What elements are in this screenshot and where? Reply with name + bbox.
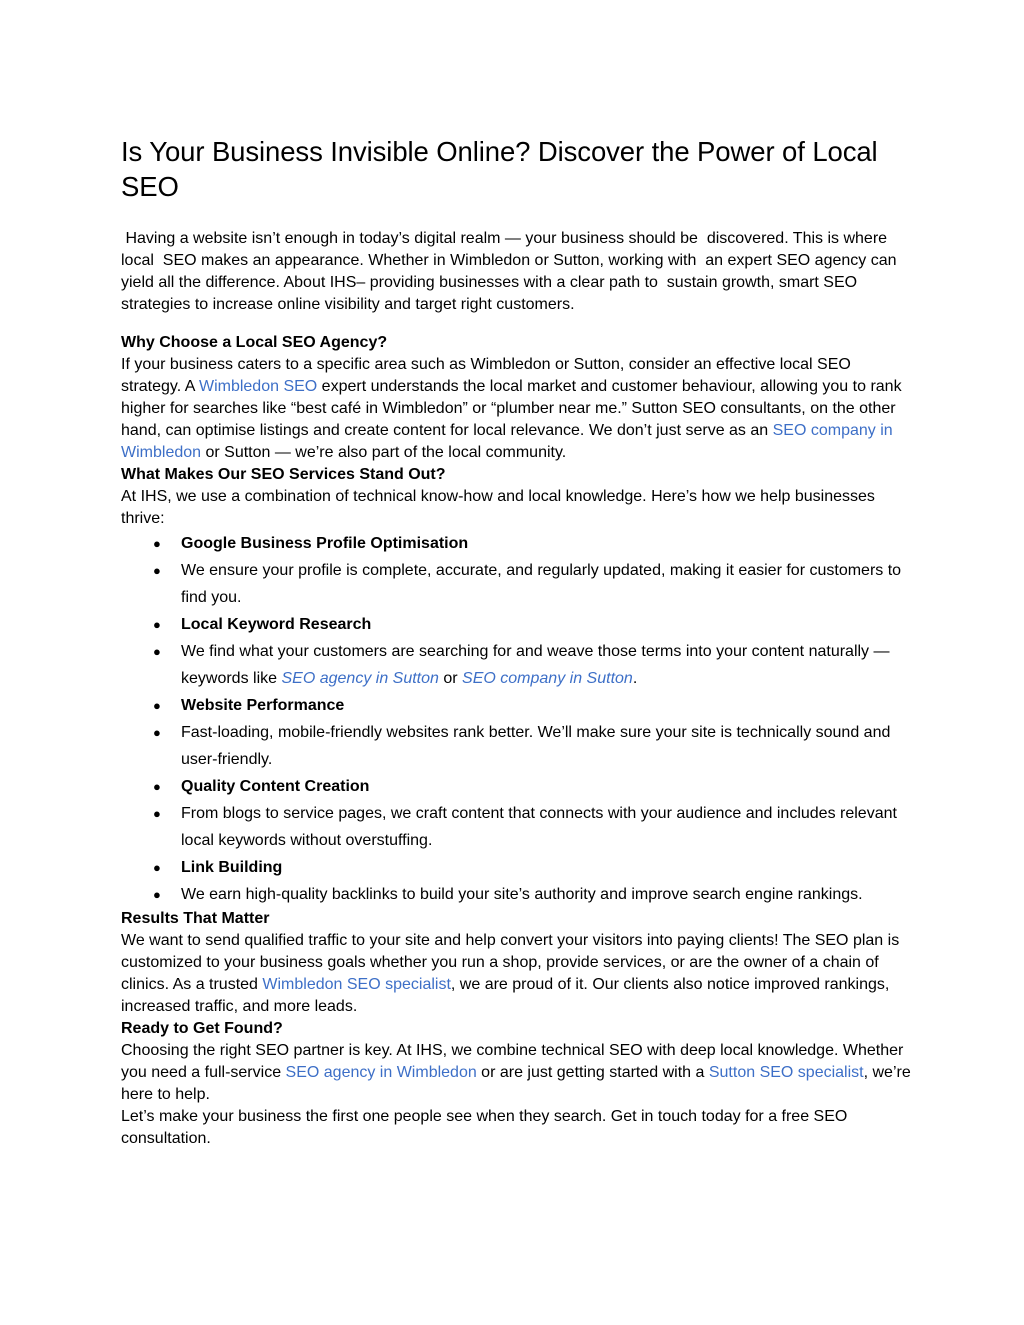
bullet-icon: ● — [153, 725, 161, 740]
bullet-icon: ● — [153, 887, 161, 902]
wimbledon-seo-specialist-link[interactable]: Wimbledon SEO specialist — [262, 976, 451, 993]
seo-agency-sutton-link[interactable]: SEO agency in Sutton — [281, 670, 439, 687]
bullet-icon: ● — [153, 644, 161, 659]
seo-company-wimbledon-link[interactable]: SEO company in Wimbledon — [121, 422, 893, 461]
list-item: ● Local Keyword Research — [121, 611, 911, 638]
seo-agency-wimbledon-link[interactable]: SEO agency in Wimbledon — [285, 1064, 477, 1081]
standout-heading: What Makes Our SEO Services Stand Out? — [121, 466, 446, 483]
list-item: ● Website Performance — [121, 692, 911, 719]
list-item: ● We earn high-quality backlinks to build your site’s authority and improve search engine rankings. — [121, 881, 911, 908]
wimbledon-seo-link[interactable]: Wimbledon SEO — [198, 378, 318, 395]
list-item: ● Google Business Profile Optimisation — [121, 530, 911, 557]
bullet-icon: ● — [153, 806, 161, 821]
bullet-icon: ● — [153, 698, 161, 713]
ready-heading: Ready to Get Found? — [121, 1020, 283, 1037]
list-item: ● We ensure your profile is complete, accurate, and regularly updated, making it easier for customers to find you. — [121, 557, 911, 611]
results-heading: Results That Matter — [121, 910, 270, 927]
bullet-icon: ● — [153, 617, 161, 632]
closing-paragraph: Let’s make your business the first one people see when they search. Get in touch today for a free SEO consultation. — [121, 1108, 848, 1147]
page-title: Is Your Business Invisible Online? Discover the Power of Local SEO — [121, 136, 878, 202]
services-list — [121, 530, 911, 908]
seo-company-sutton-link[interactable]: SEO company in Sutton — [462, 670, 633, 687]
ready-paragraph: Choosing the right SEO partner is key. At IHS, we combine technical SEO with deep local knowledge. Whether you need a full-service SEO agency in Wimbledon or are just getting started with a Sutton SEO specialist, we’re here to help. — [121, 1042, 911, 1103]
document-page — [121, 134, 911, 1150]
list-item: ● Quality Content Creation — [121, 773, 911, 800]
why-text-3: or Sutton — we’re also part of the local community. — [201, 444, 567, 461]
bullet-icon: ● — [153, 860, 161, 875]
results-paragraph: We want to send qualified traffic to your site and help convert your visitors into paying clients! The SEO plan is customized to your business goals whether you run a shop, provide services, or are the owner of a chain of clinics. As a trusted Wimbledon SEO specialist, we are proud of it. Our clients also notice improved rankings, increased traffic, and more leads. — [121, 932, 900, 1015]
list-item: ● Fast-loading, mobile-friendly websites rank better. We’ll make sure your site is technically sound and user-friendly. — [121, 719, 911, 773]
standout-intro: At IHS, we use a combination of technical know-how and local knowledge. Here’s how we help businesses thrive: — [121, 488, 875, 527]
why-heading: Why Choose a Local SEO Agency? — [121, 334, 388, 351]
bullet-icon: ● — [153, 779, 161, 794]
why-paragraph — [121, 354, 911, 464]
list-item: ● We find what your customers are searching for and weave those terms into your content naturally — keywords like SEO agency in Sutton or SEO company in Sutton. — [121, 638, 911, 692]
bullet-icon: ● — [153, 563, 161, 578]
bullet-icon: ● — [153, 536, 161, 551]
why-text-1: If your business caters to a specific area such as Wimbledon or Sutton, consider an effective local SEO strategy. A — [121, 356, 851, 395]
why-text-2: expert understands the local market and customer behaviour, allowing you to rank higher for searches like “best café in Wimbledon” or “plumber near me.” Sutton SEO consultants, on the other hand, can optimise listings and create content for local relevance. We don’t just serve as an — [121, 378, 902, 439]
intro-paragraph: Having a website isn’t enough in today’s digital realm — your business should be discovered. This is where local SEO makes an appearance. Whether in Wimbledon or Sutton, working with an expert SEO agency can yield all the difference. About IHS– providing businesses with a clear path to sustain growth, smart SEO strategies to increase online visibility and target right customers. — [121, 230, 901, 313]
sutton-seo-specialist-link[interactable]: Sutton SEO specialist — [708, 1064, 864, 1081]
list-item: ● Link Building — [121, 854, 911, 881]
list-item: ● From blogs to service pages, we craft content that connects with your audience and includes relevant local keywords without overstuffing. — [121, 800, 911, 854]
